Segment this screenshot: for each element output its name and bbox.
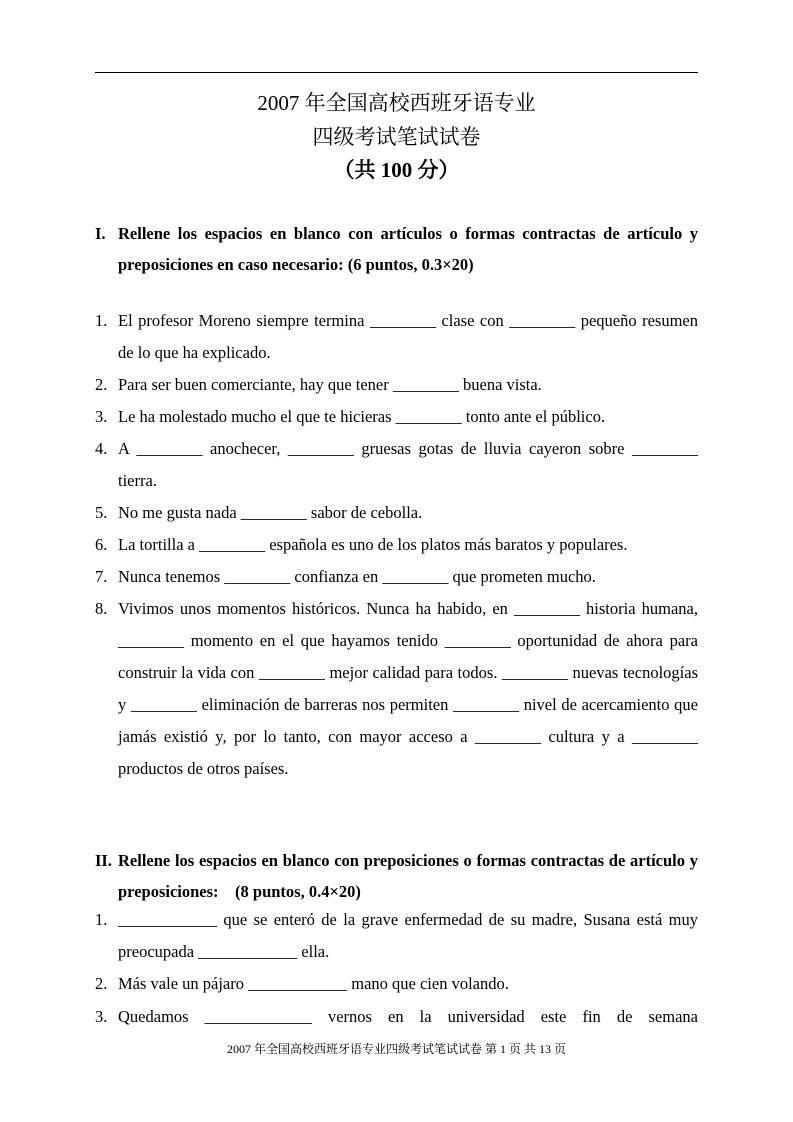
- section-1-question-5: [95, 497, 698, 529]
- section-1-question-8: [95, 593, 698, 785]
- question-text: Vivimos unos momentos históricos. Nunca ha habido, en ________ historia humana, ________ momento en el que hayamos tenido ________ oportunidad de ahora para construir la vida con ________ mejor calidad para todos. ________ nuevas tecnologías y ________ eliminación de barreras nos permiten ________ nivel de acercamiento que jamás existió y, por lo tanto, con mayor acceso a ________ cultura y a ________ productos de otros países.: [118, 599, 698, 778]
- question-text: Nunca tenemos ________ confianza en ________ que prometen mucho.: [118, 567, 596, 586]
- question-number: 6.: [95, 535, 108, 554]
- exam-total-points: （共 100 分）: [333, 158, 460, 182]
- question-number: 5.: [95, 503, 108, 522]
- question-number: 7.: [95, 567, 108, 586]
- top-rule: [95, 72, 698, 73]
- section-1-heading: [95, 218, 698, 280]
- question-text: La tortilla a ________ española es uno de los platos más baratos y populares.: [118, 535, 628, 554]
- question-text: Quedamos _____________ vernos en la universidad este fin de semana: [118, 1007, 698, 1026]
- question-number: 2.: [95, 974, 108, 993]
- exam-title-line1: 2007 年全国高校西班牙语专业: [257, 91, 536, 115]
- question-number: 1.: [95, 910, 108, 929]
- exam-title-line2: 四级考试笔试试卷: [312, 125, 481, 149]
- section-2-heading: [95, 845, 698, 907]
- question-text: Le ha molestado mucho el que te hicieras ________ tonto ante el público.: [118, 407, 606, 426]
- question-text: ____________ que se enteró de la grave enfermedad de su madre, Susana está muy preocupada ____________ ella.: [118, 910, 698, 961]
- question-number: 3.: [95, 407, 108, 426]
- question-number: 1.: [95, 311, 108, 330]
- question-text: Más vale un pájaro ____________ mano que cien volando.: [118, 974, 509, 993]
- section-1-instructions: Rellene los espacios en blanco con artículos o formas contractas de artículo y preposiciones en caso necesario: (6 puntos, 0.3×20): [118, 224, 698, 274]
- question-text: Para ser buen comerciante, hay que tener ________ buena vista.: [118, 375, 542, 394]
- section-2-question-3: [95, 1001, 698, 1033]
- section-1-number: I.: [95, 224, 106, 243]
- page-footer: 2007 年全国高校西班牙语专业四级考试笔试试卷 第 1 页 共 13 页: [226, 1042, 566, 1056]
- question-number: 4.: [95, 439, 108, 458]
- section-2-number: II.: [95, 851, 112, 870]
- question-number: 3.: [95, 1007, 108, 1026]
- section-1-question-3: [95, 401, 698, 433]
- section-1-question-1: [95, 305, 698, 369]
- section-2-question-2: [95, 968, 698, 1000]
- section-2-instructions: Rellene los espacios en blanco con preposiciones o formas contractas de artículo y preposiciones: (8 puntos, 0.4×20): [118, 851, 698, 901]
- section-1-question-7: [95, 561, 698, 593]
- question-text: A ________ anochecer, ________ gruesas gotas de lluvia cayeron sobre ________ tierra.: [118, 439, 698, 490]
- question-text: El profesor Moreno siempre termina ________ clase con ________ pequeño resumen de lo que ha explicado.: [118, 311, 698, 362]
- section-1-question-4: [95, 433, 698, 497]
- question-number: 8.: [95, 599, 108, 618]
- section-1-question-6: [95, 529, 698, 561]
- section-1-question-2: [95, 369, 698, 401]
- question-text: No me gusta nada ________ sabor de cebolla.: [118, 503, 423, 522]
- question-number: 2.: [95, 375, 108, 394]
- section-2-question-1: [95, 904, 698, 968]
